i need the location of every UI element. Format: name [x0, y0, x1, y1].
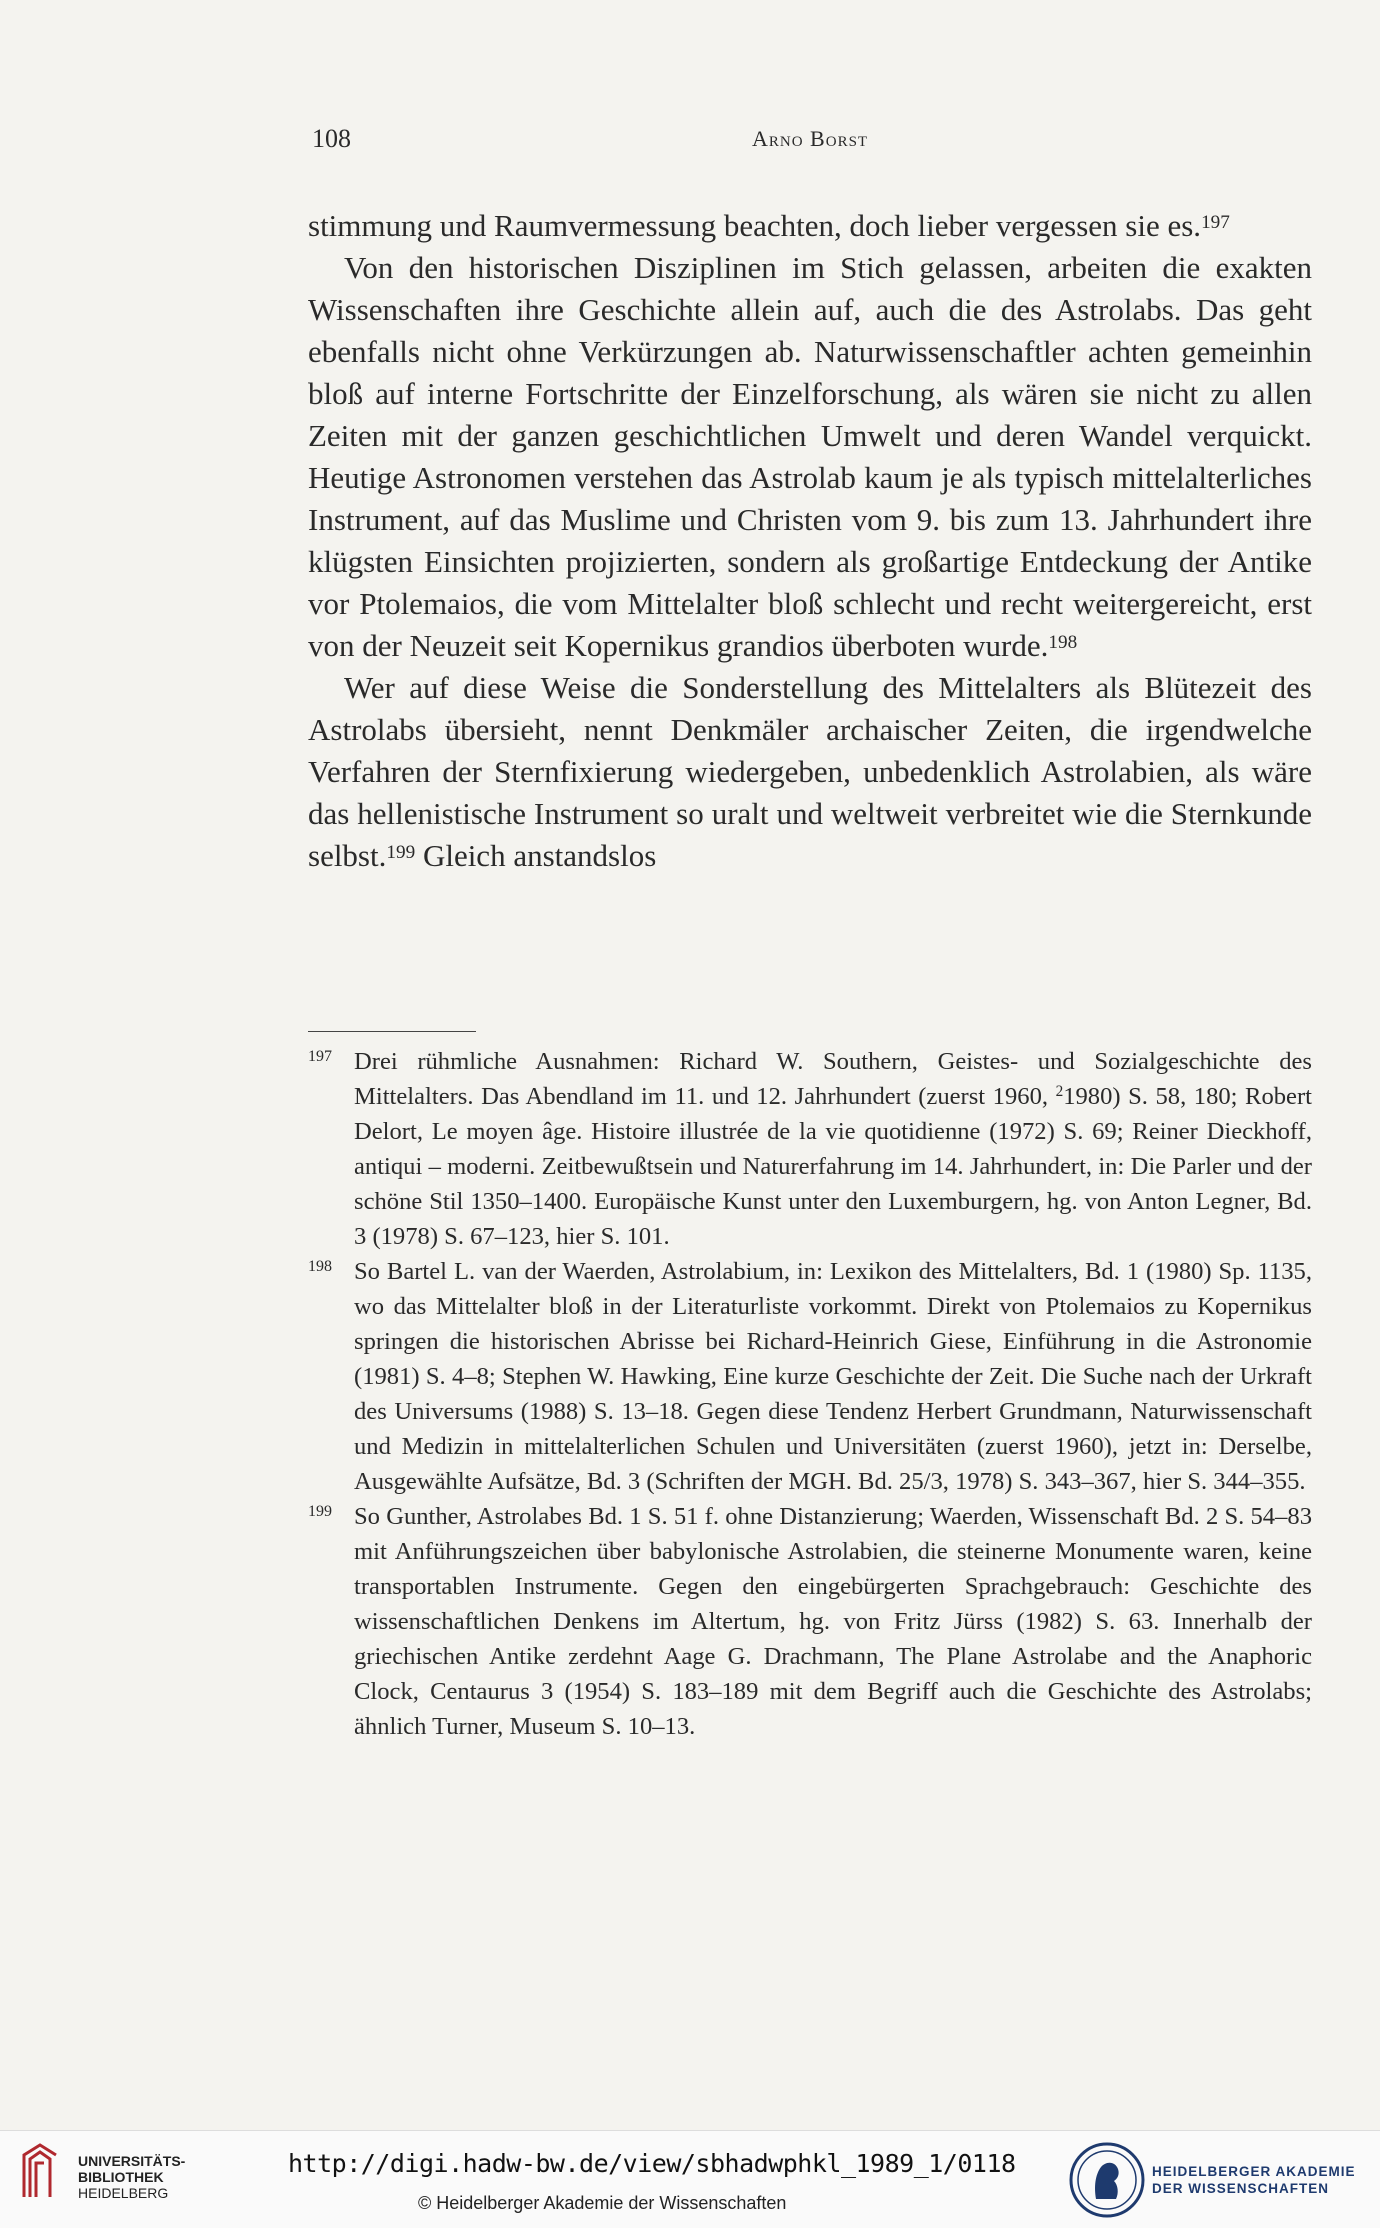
footnote-198 — [308, 1254, 1312, 1499]
paragraph-text: Wer auf diese Weise die Sonderstellung des Mittelalters als Blütezeit des Astrolabs übersieht, nennt Denkmäler archaischer Zeiten, die irgendwelche Verfahren der Sternfixierung wiedergeben, unbedenklich Astrolabien, als wäre das hellenistische Instrument so uralt und weltweit verbreitet wie die Sternkunde selbst. — [308, 670, 1312, 873]
footnote-divider — [308, 1031, 476, 1032]
footnote-text: So Gunther, Astrolabes Bd. 1 S. 51 f. ohne Distanzierung; Waerden, Wissenschaft Bd. 2 S. 54–83 mit Anführungszeichen über babylonische Astrolabien, die steinerne Monumente waren, keine transportablen Instrumente. Gegen den eingebürgerten Sprachgebrauch: Geschichte des wissenschaftlichen Denkens im Altertum, hg. von Fritz Jürss (1982) S. 63. Innerhalb der griechischen Antike zerdehnt Aage G. Drachmann, The Plane Astrolabe and the Anaphoric Clock, Centaurus 3 (1954) S. 183–189 mit dem Begriff auch die Geschichte des Astrolabs; ähnlich Turner, Museum S. 10–13. — [354, 1503, 1312, 1740]
academy-name — [1152, 2163, 1356, 2197]
digitization-footer — [0, 2130, 1380, 2228]
footnote-number: 197 — [308, 1048, 332, 1065]
paragraph-text: Von den historischen Disziplinen im Stich gelassen, arbeiten die exakten Wissenschaften ihre Geschichte allein auf, auch die des Astrolabs. Das geht ebenfalls nicht ohne Verkürzungen ab. Naturwissenschaftler achten gemeinhin bloß auf interne Fortschritte der Einzelforschung, als wären sie nicht zu allen Zeiten mit der ganzen geschichtlichen Umwelt und deren Wandel verquickt. Heutige Astronomen verstehen das Astrolab kaum je als typisch mittelalterliches Instrument, auf das Muslime und Christen vom 9. bis zum 13. Jahrhundert ihre klügsten Einsichten projizierten, sondern als großartige Entdeckung der Antike vor Ptolemaios, die vom Mittelalter bloß schlecht und recht weitergereicht, erst von der Neuzeit seit Kopernikus grandios überboten wurde. — [308, 250, 1312, 663]
footnote-reference[interactable]: 198 — [1048, 632, 1078, 653]
academy-name-line: HEIDELBERGER AKADEMIE — [1152, 2164, 1356, 2179]
permalink-url[interactable]: http://digi.hadw-bw.de/view/sbhadwphkl_1989_1/0118 — [288, 2149, 1016, 2178]
footnote-reference[interactable]: 197 — [1201, 212, 1230, 233]
library-name-line: UNIVERSITÄTS- — [78, 2153, 186, 2169]
paragraph-3 — [308, 667, 1312, 877]
footnote-reference[interactable]: 199 — [386, 842, 416, 863]
footnotes — [308, 1044, 1312, 1744]
running-head: Arno Borst — [752, 126, 869, 151]
footnote-197 — [308, 1044, 1312, 1254]
paragraph-2 — [308, 247, 1312, 667]
academy-seal-icon — [1068, 2141, 1146, 2219]
footnote-199 — [308, 1499, 1312, 1744]
library-name-line: HEIDELBERG — [78, 2185, 169, 2201]
footnote-number: 199 — [308, 1503, 332, 1520]
university-library-logo-icon — [18, 2141, 62, 2201]
main-text — [308, 205, 1312, 877]
library-name-line: BIBLIOTHEK — [78, 2169, 164, 2185]
edition-superscript: 2 — [1055, 1083, 1064, 1100]
page-number: 108 — [312, 124, 351, 153]
paragraph-text-tail: Gleich anstandslos — [415, 838, 657, 873]
paragraph-text: stimmung und Raumvermessung beachten, doch lieber vergessen sie es. — [308, 208, 1202, 243]
paragraph-1 — [308, 205, 1312, 247]
footnote-text: 1980) S. 58, 180; Robert Delort, Le moyen âge. Histoire illustrée de la vie quotidienne (1972) S. 69; Reiner Dieckhoff, antiqui – moderni. Zeitbewußtsein und Naturerfahrung im 14. Jahrhundert, in: Die Parler und der schöne Stil 1350–1400. Europäische Kunst unter den Luxemburgern, hg. von Anton Legner, Bd. 3 (1978) S. 67–123, hier S. 101. — [354, 1083, 1312, 1250]
copyright-notice: © Heidelberger Akademie der Wissenschaften — [418, 2193, 787, 2213]
academy-name-line: DER WISSENSCHAFTEN — [1152, 2181, 1330, 2196]
footnote-text: So Bartel L. van der Waerden, Astrolabium, in: Lexikon des Mittelalters, Bd. 1 (1980) Sp. 1135, wo das Mittelalter bloß in der Literaturliste vorkommt. Direkt von Ptolemaios zu Kopernikus springen die historischen Abrisse bei Richard-Heinrich Giese, Einführung in die Astronomie (1981) S. 4–8; Stephen W. Hawking, Eine kurze Geschichte der Zeit. Die Suche nach der Urkraft des Universums (1988) S. 13–18. Gegen diese Tendenz Herbert Grundmann, Naturwissenschaft und Medizin in mittelalterlichen Schulen und Universitäten (zuerst 1960), jetzt in: Derselbe, Ausgewählte Aufsätze, Bd. 3 (Schriften der MGH. Bd. 25/3, 1978) S. 343–367, hier S. 344–355. — [354, 1258, 1312, 1495]
footnote-number: 198 — [308, 1258, 332, 1275]
footnote-text: Drei rühmliche Ausnahmen: Richard W. Southern, Geistes- und Sozialgeschichte des Mittelalters. Das Abendland im 11. und 12. Jahrhundert (zuerst 1960, — [354, 1048, 1312, 1110]
library-name — [78, 2153, 185, 2201]
